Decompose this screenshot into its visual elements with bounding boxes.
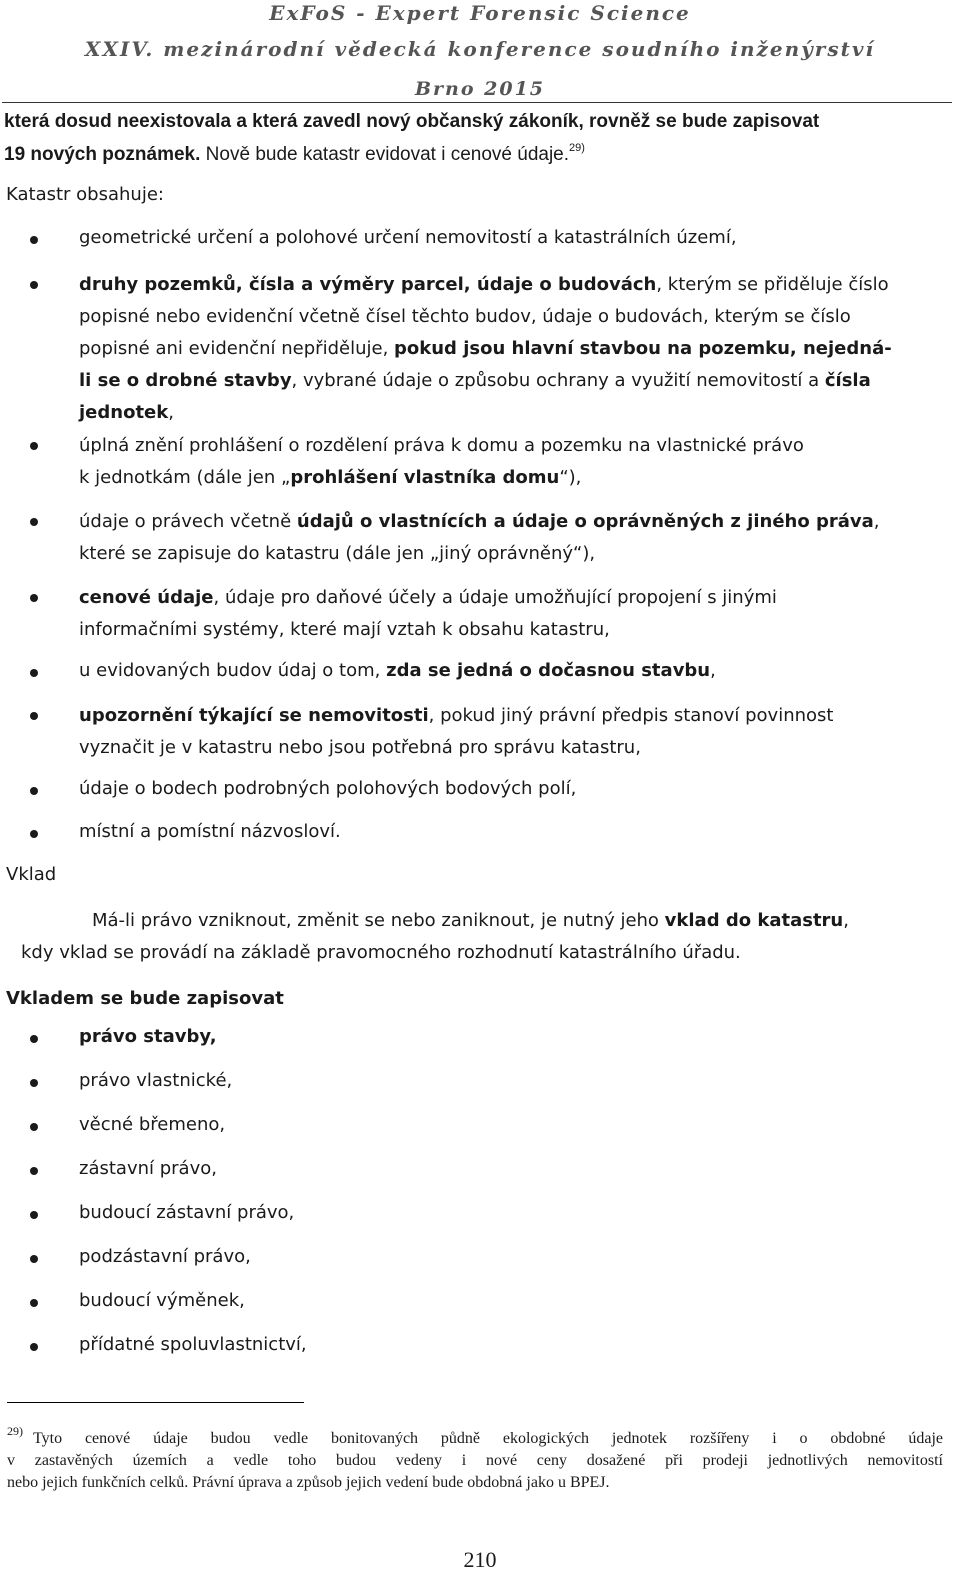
- list-item: budoucí výměnek,: [79, 1290, 245, 1311]
- bullet-icon: [30, 1211, 38, 1219]
- bullet-icon: [30, 1343, 38, 1351]
- bullet-icon: [30, 669, 38, 677]
- text: Má-li právo vzniknout, změnit se nebo zaniknout, je nutný jeho: [92, 910, 665, 931]
- list-item: přídatné spoluvlastnictví,: [79, 1334, 307, 1355]
- text: úplná znění prohlášení o rozdělení práva k domu a pozemku na vlastnické právo: [79, 435, 804, 456]
- list-item: právo vlastnické,: [79, 1070, 233, 1091]
- bullet-icon: [30, 712, 38, 720]
- list-item: budoucí zástavní právo,: [79, 1202, 295, 1223]
- text: , pokud jiný právní předpis stanoví povinnost: [428, 705, 834, 726]
- bold-text: pokud jsou hlavní stavbou na pozemku, nejedná-: [394, 338, 892, 359]
- bullet-icon: [30, 1167, 38, 1175]
- bold-text: cenové údaje: [79, 587, 214, 608]
- bullet-icon: [30, 1299, 38, 1307]
- header-divider: [2, 102, 952, 103]
- list-item: věcné břemeno,: [79, 1114, 226, 1135]
- bold-text: jednotek: [79, 402, 169, 423]
- page-number: 210: [463, 1547, 497, 1572]
- bold-text: prohlášení vlastníka domu: [290, 467, 560, 488]
- list-item: [79, 660, 716, 681]
- intro-line-2: [4, 144, 585, 166]
- list-item: právo stavby,: [79, 1026, 217, 1047]
- intro-bold: 19 nových poznámek.: [4, 144, 201, 165]
- bold-text: čísla: [824, 370, 871, 391]
- text: k jednotkám (dále jen „: [79, 467, 291, 488]
- text: informačními systémy, které mají vztah k obsahu katastru,: [79, 619, 610, 640]
- bullet-icon: [30, 442, 38, 450]
- header-title: ExFoS - Expert Forensic Science: [269, 1, 691, 25]
- katastr-heading: Katastr obsahuje:: [6, 184, 164, 205]
- text: “),: [559, 467, 582, 488]
- vklad-heading: Vklad: [6, 864, 57, 885]
- bullet-icon: [30, 1079, 38, 1087]
- bold-text: vklad do katastru: [664, 910, 844, 931]
- text: , vybrané údaje o způsobu ochrany a využití nemovitostí a: [291, 370, 825, 391]
- bullet-icon: [30, 1255, 38, 1263]
- text: vyznačit je v katastru nebo jsou potřebná pro správu katastru,: [79, 737, 641, 758]
- text: , kterým se přiděluje číslo: [656, 274, 889, 295]
- list-item: zástavní právo,: [79, 1158, 217, 1179]
- vklad-paragraph-line-1: [92, 910, 849, 931]
- text: ,: [168, 402, 174, 423]
- bold-text: upozornění týkající se nemovitosti: [79, 705, 429, 726]
- header-place-year: Brno 2015: [414, 78, 546, 100]
- zapis-heading: Vkladem se bude zapisovat: [6, 988, 284, 1009]
- bold-text: údajů o vlastnících a údaje o oprávněných z jiného práva: [296, 511, 874, 532]
- text: , údaje pro daňové účely a údaje umožňující propojení s jinými: [213, 587, 777, 608]
- bold-text: druhy pozemků, čísla a výměry parcel, údaje o budovách: [79, 274, 657, 295]
- text: u evidovaných budov údaj o tom,: [79, 660, 387, 681]
- text: ,: [873, 511, 880, 532]
- intro-line-1: která dosud neexistovala a která zavedl nový občanský zákoník, rovněž se bude zapisovat: [4, 111, 820, 132]
- text: ,: [843, 910, 849, 931]
- text: ,: [710, 660, 716, 681]
- text: popisné ani evidenční nepřiděluje,: [79, 338, 395, 359]
- list-item: místní a pomístní názvosloví.: [79, 821, 341, 842]
- footnote-reference[interactable]: 29): [569, 142, 585, 154]
- bullet-icon: [30, 236, 38, 244]
- list-item: geometrické určení a polohové určení nemovitostí a katastrálních území,: [79, 227, 737, 248]
- text: které se zapisuje do katastru (dále jen „jiný oprávněný“),: [79, 543, 596, 564]
- bullet-icon: [30, 787, 38, 795]
- header-conference: XXIV. mezinárodní vědecká konference soudního inženýrství: [84, 37, 876, 61]
- intro-rest: Nově bude katastr evidovat i cenové údaje.: [200, 144, 570, 165]
- bullet-icon: [30, 594, 38, 602]
- list-item: údaje o bodech podrobných polohových bodových polí,: [79, 778, 577, 799]
- text: popisné nebo evidenční včetně čísel těchto budov, údaje o budovách, kterým se číslo: [79, 306, 851, 327]
- footnote-line-3: nebo jejich funkčních celků. Právní úprava a způsob jejich vedení bude obdobná jako u BPEJ.: [7, 1474, 610, 1491]
- list-item: podzástavní právo,: [79, 1246, 251, 1267]
- vklad-paragraph-line-2: kdy vklad se provádí na základě pravomocného rozhodnutí katastrálního úřadu.: [21, 942, 741, 963]
- footnote-line-2: v zastavěných územích a vedle toho budou vedeny i nové ceny dosažené při prodeji jednotlivých nemovitostí: [7, 1452, 943, 1469]
- bullet-icon: [30, 281, 38, 289]
- bullet-icon: [30, 518, 38, 526]
- footnote-mark: 29): [7, 1424, 23, 1438]
- bullet-icon: [30, 1035, 38, 1043]
- text: údaje o právech včetně: [79, 511, 297, 532]
- bullet-icon: [30, 830, 38, 838]
- footnote-line-1: Tyto cenové údaje budou vedle bonitovaných půdně ekologických jednotek rozšířeny i o obdobné údaje: [33, 1430, 943, 1447]
- bold-text: zda se jedná o dočasnou stavbu: [386, 660, 711, 681]
- footnote-divider: [7, 1402, 304, 1403]
- bold-text: li se o drobné stavby: [79, 370, 292, 391]
- bullet-icon: [30, 1123, 38, 1131]
